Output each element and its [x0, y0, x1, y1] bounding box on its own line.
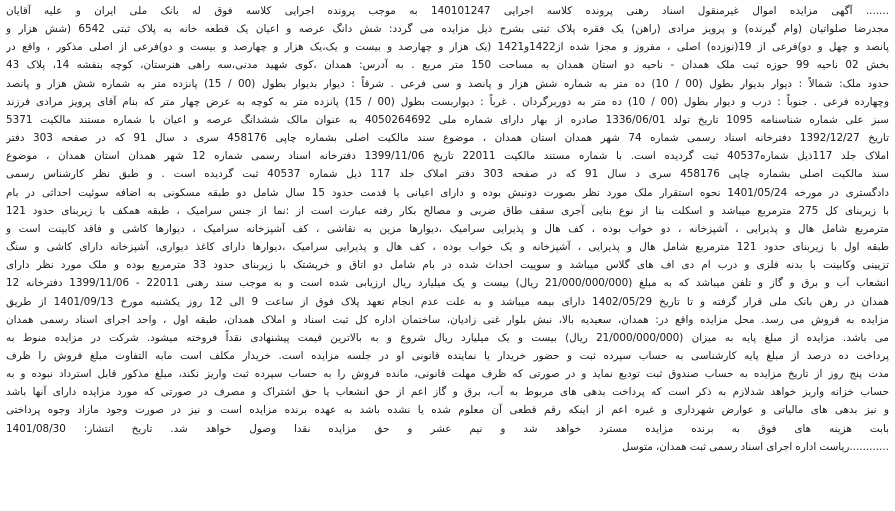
notice-line-6: وچهارده فرعی . جنوباً : درب و دیوار بطول (00 / 10) ده متر به دوربرگردان . غرباً : دیواربست بطول (00 / 15) پانزده متر به کوچه به عرض چهار متر که بنام آقای پرویز مرادی فرزند	[6, 95, 889, 108]
notice-line-15: تزیینی وکابینت با بدنه فلزی و درب ام دی اف های گلاس میباشد و سوییت احداث شده در بام شامل دو اتاق و خرپشتک با زیربنای حدود 33 مترمربع بوده و ملک مورد نظر دارای	[6, 259, 889, 272]
auction-notice-text	[4, 2, 891, 509]
notice-line-20: پرداخت ده درصد از مبلغ پایه کارشناسی به حساب سپرده ثبت و حضور خریدار یا نماینده قانونی او در جلسه مزایده است. خریدار مکلف است مابه التفاوت مبلغ فروش را ظرف	[6, 349, 889, 362]
notice-line-24: بابت هزینه های فوق به برنده مزایده مسترد خواهد شد و نیم عشر و حق مزایده نقدا وصول خواهد شد. تاریخ انتشار: 1401/08/30	[6, 422, 889, 435]
notice-line-22: حساب خزانه واریز خواهد شدلازم به ذکر است که پرداخت بدهی های مربوط به آب، برق و گاز اعم از حق انشعاب یا حق اشتراک و مصرف در صورتی که مورد مزایده دارای آنها باشد	[6, 386, 889, 399]
notice-line-4: بخش 02 ناحیه 99 حوزه ثبت ملک همدان - ناحیه دو استان همدان به مساحت 150 متر مربع . به آدرس: همدان ،کوی شهید مدنی،سه راهی هنرستان، کوچه بنفشه 14، پلاک 43	[6, 59, 889, 72]
notice-line-17: همدان در رهن بانک ملی قرار گرفته و تا تاریخ 1402/05/29 دارای بیمه میباشد و به علت عدم انجام تعهد پلاک فوق از ساعت 9 الی 12 روز یکشنبه مورخ 1401/09/13 از طریق	[6, 295, 889, 308]
notice-signature-line: ............ریاست اداره اجرای اسناد رسمی ثبت همدان، متوسل	[622, 440, 889, 453]
notice-line-12: با زیربنای کل 275 مترمربع میباشد و اسکلت بنا از نوع بنایی آجری سقف طاق ضربی و مصالح بکار رفته عبارت است از :نما از جنس سرامیک ، طبقه همکف با زیربنای حدود 121	[6, 204, 889, 217]
notice-line-7: سبز علی شماره شناسنامه 1095 تاریخ تولد 1336/06/01 صادره از بهار دارای شماره ملی 4050264692 به عنوان مالک ششدانگ عرصه و اعیان با شماره مستند مالکیت 5371	[6, 113, 889, 126]
notice-line-18: مزایده به فروش می رسد. محل مزایده واقع در: همدان، سعیدیه بالا، نبش بلوار غنی زادیان، ساختمان اداره کل ثبت اسناد و املاک همدان، طبقه اول ، واحد اجرای اسناد رسمی همدان	[6, 313, 889, 326]
notice-line-11: دادگستری در مورخه 1401/05/24 نحوه استقرار ملک مورد نظر بصورت دونبش بوده و دارای اعیانی با قدمت حدود 15 سال شامل دو طبقه مسکونی به اضافه سوئیت احداثی در بام	[6, 186, 889, 199]
notice-line-13: مترمربع شامل هال و پذیرایی ، آشپزخانه ، دو خواب بوده ، کف هال و پذیرایی سرامیک ،دیوارها مزین به نقاشی ، کف آشپزخانه سرامیک ، دیوارها کاشی و فاقد کابینت است و	[6, 222, 889, 235]
notice-line-16: انشعاب آب و برق و گاز و تلفن میباشد که به مبلغ (21/000/000/000 ریال) بیست و یک میلیارد ریال ارزیابی شده است و به موجب سند رهنی 22011 - 1399/11/06 دفترخانه 12	[6, 277, 889, 290]
notice-line-1: ....... آگهی مزایده اموال غیرمنقول اسناد رهنی پرونده کلاسه اجرایی 140101247 به موجب پرونده اجرایی کلاسه فوق له بانک ملی ایران و علیه آقایان	[6, 5, 889, 17]
notice-line-9: املاک جلد 117ذیل شماره40537 ثبت گردیده است. با شماره مستند مالکیت 22011 تاریخ 1399/11/06 دفترخانه اسناد رسمی شماره 12 شهر همدان استان همدان ، موضوع	[6, 150, 889, 163]
notice-line-23: و نیز بدهی های مالیاتی و عوارض شهرداری و غیره اعم از اینکه رقم قطعی آن معلوم شده یا نشده باشد به عهده برنده مزایده است و نیز در صورت وجود مازاد وجوه پرداختی	[6, 404, 889, 417]
notice-line-8: تاریخ 1392/12/27 دفترخانه اسناد رسمی شماره 74 شهر همدان استان همدان ، موضوع سند مالکیت اصلی بشماره چاپی 458176 سری د سال 91 که در صفحه 303 دفتر	[6, 132, 889, 145]
notice-line-5: حدود ملک: شمالاً : دیوار بدیوار بطول (00 / 10) ده متر به شماره شش هزار و پانصد و سی فرعی . شرقاً : دیوار بدیوار بطول (00 / 15) پانزده متر به شماره شش هزار و پانصد	[6, 77, 889, 90]
notice-line-19: می باشد. مزایده از مبلغ پایه به میزان (21/000/000/000 ریال) بیست و یک میلیارد ریال شروع و به بالاترین قیمت پیشنهادی نقداً فروخته میشود. شرکت در مزایده منوط به	[6, 331, 889, 344]
notice-line-2: مجدرضا صلواتیان (وام گیرنده) و پرویز مرادی (راهن) یک فقره پلاک ثبتی بشرح ذیل مزایده می گردد: شش دانگ عرصه و اعیان یک قطعه خانه به پلاک ثبتی 6542 (شش هزار و	[6, 23, 889, 36]
notice-line-10: سند مالکیت اصلی بشماره چاپی 458176 سری د سال 91 که در صفحه 303 دفتر املاک جلد 117 ذیل شماره 40537 ثبت گردیده است . و طبق نظر کارشناس رسمی	[6, 168, 889, 181]
notice-line-21: مدت پنج روز از تاریخ مزایده به حساب صندوق ثبت تودیع نماید و در صورتی که ظرف مهلت قانونی، مانده فروش را به حساب سپرده ثبت واریز نکند، مبلغ مذکور قابل استرداد نبوده و به	[6, 368, 889, 381]
notice-line-14: طبقه اول با زیربنای حدود 121 مترمربع شامل هال و پذیرایی ، آشپزخانه و یک خواب بوده ، کف هال و پذیرایی سرامیک ،دیوارها دارای کاغذ دیواری، آشپزخانه دارای کاشی و سنگ	[6, 241, 889, 254]
notice-line-3: پانصد و چهل و دو)فرعی از 19(نوزده) اصلی ، مفروز و مجزا شده از1422و1421 (یک هزار و چهارصد و بیست و یک،یک هزار و چهارصد و بیست و دو)فرعی از اصلی مذکور ، واقع در	[6, 41, 889, 54]
